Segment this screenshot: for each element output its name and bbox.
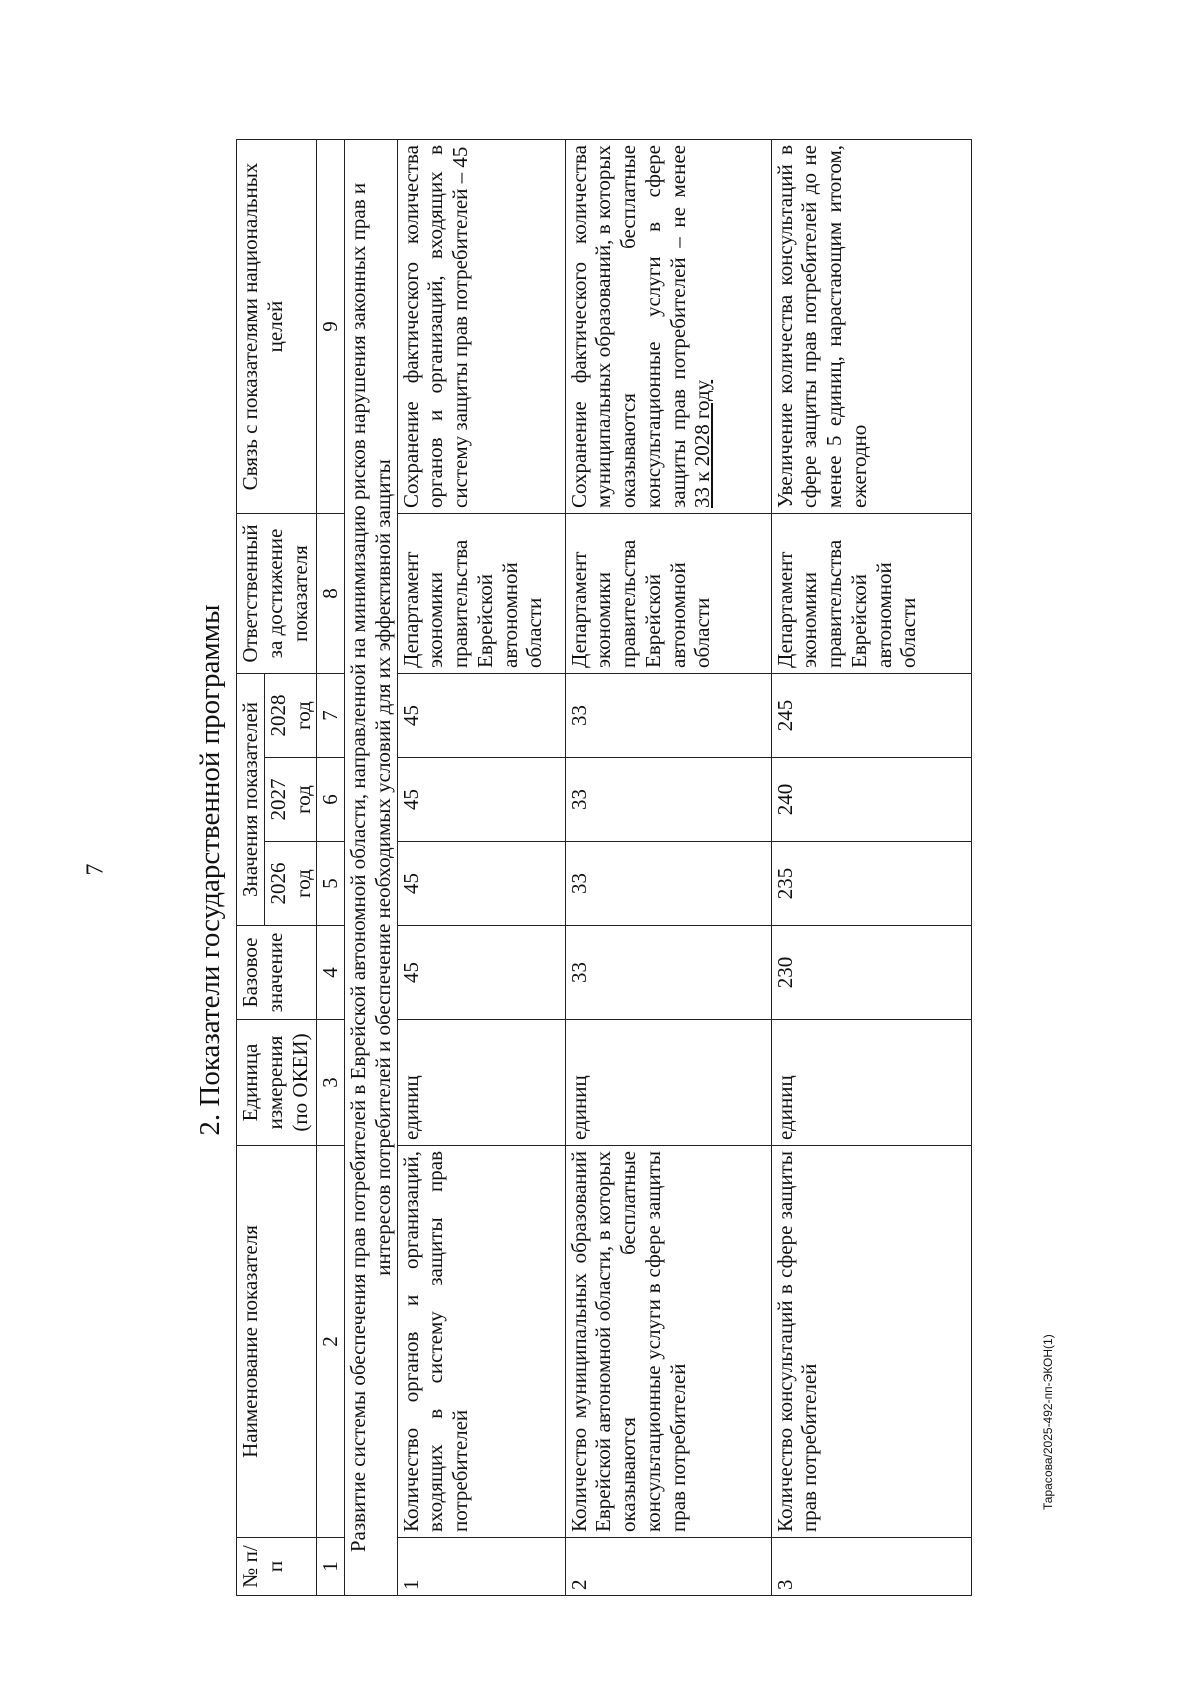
row-base: 230 — [771, 926, 971, 1020]
row-link-text: Сохранение фактического количества муниципальных образований, в которых оказываются бесплатные консультационные услуги в сфере защиты прав потребителей – не менее — [566, 145, 690, 508]
row-link: Увеличение количества консультаций в сфере защиты прав потребителей до не менее 5 единиц, нарастающим итогом, ежегодно — [771, 140, 971, 514]
header-year-2026: 2026 год — [264, 842, 317, 926]
page-number: 7 — [82, 863, 109, 876]
header-year-2028: 2028 год — [264, 674, 317, 758]
header-no: № п/п — [237, 1538, 317, 1596]
row-responsible: Департамент экономики правительства Еврейской автономной области — [771, 514, 971, 674]
row-value-2027: 240 — [771, 758, 971, 842]
row-unit: единиц — [771, 1020, 971, 1146]
header-base: Базовое значение — [237, 926, 317, 1020]
row-responsible: Департамент экономики правительства Еврейской автономной области — [397, 514, 565, 674]
column-numbers-row — [317, 140, 345, 1596]
row-unit: единиц — [397, 1020, 565, 1146]
table-row — [397, 140, 565, 1596]
column-number: 4 — [317, 926, 345, 1020]
column-number: 2 — [317, 1146, 345, 1538]
column-number: 9 — [317, 140, 345, 514]
row-name: Количество муниципальных образований Еврейской автономной области, в которых оказываются бесплатные консультационные услуги в сфере защиты прав потребителей — [565, 1146, 771, 1538]
header-link: Связь с показателями национальных целей — [237, 140, 317, 514]
row-base: 33 — [565, 926, 771, 1020]
column-number: 8 — [317, 514, 345, 674]
header-row — [237, 140, 265, 1596]
header-name: Наименование показателя — [237, 1146, 317, 1538]
row-value-2028: 45 — [397, 674, 565, 758]
row-unit: единиц — [565, 1020, 771, 1146]
table-row — [771, 140, 971, 1596]
row-name: Количество консультаций в сфере защиты прав потребителей — [771, 1146, 971, 1538]
section-row — [345, 140, 398, 1596]
row-link — [565, 140, 771, 514]
row-value-2026: 235 — [771, 842, 971, 926]
header-unit: Единица измерения (по ОКЕИ) — [237, 1020, 317, 1146]
section-title: 2. Показатели государственной программы — [194, 604, 226, 1136]
row-value-2027: 33 — [565, 758, 771, 842]
row-value-2026: 45 — [397, 842, 565, 926]
row-base: 45 — [397, 926, 565, 1020]
column-number: 6 — [317, 758, 345, 842]
document-code: Тарасова/2025-492-пп-ЭКОН(1) — [1041, 1334, 1055, 1510]
row-no: 2 — [565, 1538, 771, 1596]
row-name: Количество органов и организаций, входящих в систему защиты прав потребителей — [397, 1146, 565, 1538]
indicators-table — [236, 139, 972, 1596]
row-no: 1 — [397, 1538, 565, 1596]
column-number: 7 — [317, 674, 345, 758]
header-values: Значения показателей — [237, 674, 265, 926]
row-value-2026: 33 — [565, 842, 771, 926]
row-link: Сохранение фактического количества органов и организаций, входящих в систему защиты прав потребителей – 45 — [397, 140, 565, 514]
row-value-2028: 33 — [565, 674, 771, 758]
section-heading: Развитие системы обеспечения прав потребителей в Еврейской автономной области, направленной на минимизацию рисков нарушения законных прав и интересов потребителей и обеспечение необходимых условий для их эффективной защиты — [345, 140, 398, 1596]
row-link-target: 33 к 2028 году — [690, 379, 715, 508]
rotated-content — [188, 130, 1108, 1610]
header-responsible: Ответственный за достижение показателя — [237, 514, 317, 674]
column-number: 1 — [317, 1538, 345, 1596]
header-year-2027: 2027 год — [264, 758, 317, 842]
row-value-2028: 245 — [771, 674, 971, 758]
row-responsible: Департамент экономики правительства Еврейской автономной области — [565, 514, 771, 674]
column-number: 3 — [317, 1020, 345, 1146]
column-number: 5 — [317, 842, 345, 926]
row-no: 3 — [771, 1538, 971, 1596]
row-value-2027: 45 — [397, 758, 565, 842]
table-row — [565, 140, 771, 1596]
